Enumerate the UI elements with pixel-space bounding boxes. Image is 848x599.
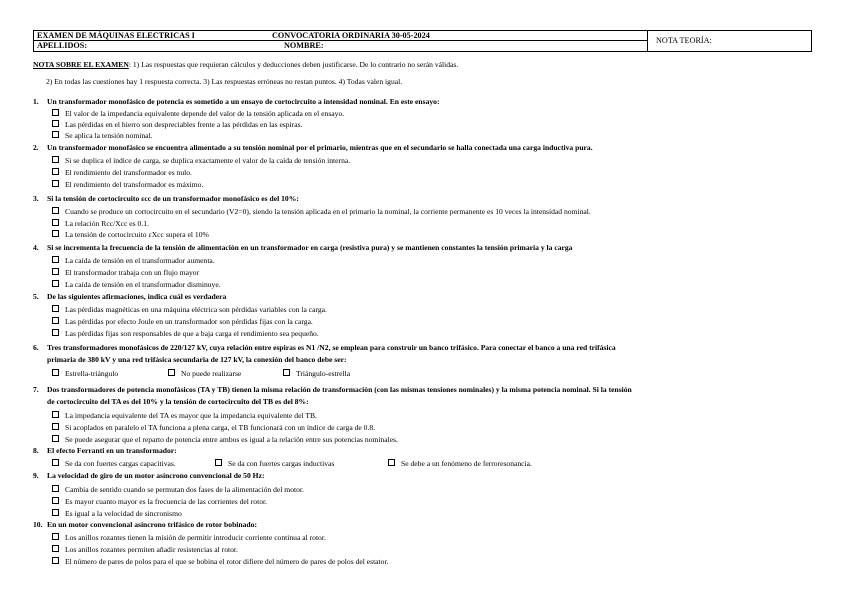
- question-7: [33, 385, 632, 394]
- question-text: Dos transformadores de potencia monofásicos (TA y TB) tienen la misma relación de transformación (con las mismas tensiones nominales) y la misma potencia nominal. Si la tensión: [47, 385, 632, 394]
- option-7b[interactable]: [52, 423, 375, 432]
- option-text: Se da con fuertes cargas inductivas: [228, 459, 335, 468]
- option-9a[interactable]: [52, 485, 304, 494]
- option-text: El rendimiento del transformador es nulo.: [65, 168, 192, 177]
- question-5: [33, 292, 226, 301]
- convocatoria: CONVOCATORIA ORDINARIA 30-05-2024: [272, 31, 430, 40]
- checkbox[interactable]: [52, 109, 59, 116]
- checkbox[interactable]: [52, 533, 59, 540]
- option-text: Estrella-triángulo: [65, 369, 119, 378]
- nombre-label: NOMBRE:: [284, 41, 324, 50]
- checkbox[interactable]: [52, 557, 59, 564]
- option-6a[interactable]: [52, 369, 118, 378]
- checkbox[interactable]: [52, 131, 59, 138]
- exam-note-text-1: : 1) Las respuestas que requieran cálculos y deducciones deben justificarse. De lo contrario no serán válidas.: [128, 60, 459, 69]
- checkbox[interactable]: [52, 120, 59, 127]
- question-3: [33, 194, 299, 203]
- option-text: Es mayor cuanto mayor es la frecuencia de las corrientes del rotor.: [65, 497, 267, 506]
- option-4a[interactable]: [52, 256, 215, 265]
- option-9c[interactable]: [52, 509, 182, 518]
- option-text: Se debe a un fenómeno de ferroresonancia.: [401, 459, 532, 468]
- option-5b[interactable]: [52, 317, 313, 326]
- option-text: La caída de tensión en el transformador aumenta.: [65, 256, 215, 265]
- option-text: La tensión de cortocircuito εXcc supera el 10%: [65, 230, 209, 239]
- option-8a[interactable]: [52, 459, 176, 468]
- question-1: [33, 97, 439, 106]
- question-number: 6.: [33, 343, 39, 352]
- question-number: 1.: [33, 97, 39, 106]
- exam-note-2: 2) En todas las cuestiones hay 1 respuesta correcta. 3) Las respuestas erróneas no restan puntos. 4) Todas valen igual.: [46, 77, 403, 86]
- checkbox[interactable]: [52, 369, 59, 376]
- option-7c[interactable]: [52, 435, 398, 444]
- option-3a[interactable]: [52, 207, 591, 216]
- option-text: Las pérdidas magnéticas en una máquina eléctrica son pérdidas variables con la carga.: [65, 305, 327, 314]
- checkbox[interactable]: [283, 369, 290, 376]
- option-text: La relación Rcc/Xcc es 0.1.: [65, 219, 149, 228]
- option-text: Se da con fuertes cargas capacitivas.: [65, 459, 176, 468]
- question-text: La velocidad de giro de un motor asíncrono convencional de 50 Hz:: [47, 471, 265, 480]
- option-text: No puede realizarse: [181, 369, 242, 378]
- option-5a[interactable]: [52, 305, 327, 314]
- option-text: Las pérdidas en el hierro son despreciables frente a las pérdidas en las espiras.: [65, 120, 303, 129]
- option-text: La caída de tensión en el transformador disminuye.: [65, 280, 221, 289]
- question-number: 4.: [33, 243, 39, 252]
- checkbox[interactable]: [388, 459, 395, 466]
- option-3c[interactable]: [52, 230, 209, 239]
- question-number: 3.: [33, 194, 39, 203]
- option-2c[interactable]: [52, 180, 203, 189]
- question-number: 7.: [33, 385, 39, 394]
- option-9b[interactable]: [52, 497, 267, 506]
- option-6b[interactable]: [168, 369, 241, 378]
- checkbox[interactable]: [52, 230, 59, 237]
- question-text: Un transformador monofásico se encuentra alimentado a su tensión nominal por el primario, mientras que en el secundario se halla conectada una carga inductiva pura.: [47, 143, 593, 152]
- question-10: [33, 520, 257, 529]
- checkbox[interactable]: [52, 305, 59, 312]
- question-text: Si la tensión de cortocircuito εcc de un transformador monofásico es del 10%:: [47, 194, 299, 203]
- option-text: Las pérdidas por efecto Joule en un transformador son pérdidas fijas con la carga.: [65, 317, 313, 326]
- option-text: El transformador trabaja con un flujo mayor: [65, 268, 200, 277]
- option-8c[interactable]: [388, 459, 532, 468]
- option-10c[interactable]: [52, 557, 388, 566]
- checkbox[interactable]: [52, 180, 59, 187]
- checkbox[interactable]: [52, 435, 59, 442]
- checkbox[interactable]: [52, 545, 59, 552]
- option-text: Es igual a la velocidad de sincronismo: [65, 509, 182, 518]
- question-9: [33, 471, 264, 480]
- option-10b[interactable]: [52, 545, 238, 554]
- option-5c[interactable]: [52, 329, 319, 338]
- checkbox[interactable]: [52, 317, 59, 324]
- question-number: 2.: [33, 143, 39, 152]
- option-4b[interactable]: [52, 268, 199, 277]
- option-4c[interactable]: [52, 280, 221, 289]
- apellidos-label: APELLIDOS:: [37, 41, 88, 50]
- option-3b[interactable]: [52, 219, 149, 228]
- question-number: 8.: [33, 446, 39, 455]
- question-text: Un transformador monofásico de potencia es sometido a un ensayo de cortocircuito a intensidad nominal. En este ensayo:: [47, 97, 440, 106]
- option-text: El rendimiento del transformador es máximo.: [65, 180, 204, 189]
- checkbox[interactable]: [52, 485, 59, 492]
- option-text: Cuando se produce un cortocircuito en el secundario (V2=0), siendo la tensión aplicada en el primario la nominal, la corriente permanente es 10 veces la intensidad nominal.: [65, 207, 591, 216]
- option-text: El número de pares de polos para el que se bobina el rotor difiere del número de pares de polos del estator.: [65, 557, 389, 566]
- question-6: [33, 343, 616, 352]
- option-text: Se puede asegurar que el reparto de potencia entre ambos es igual a la relación entre sus potencias nominales.: [65, 435, 398, 444]
- exam-note-label: NOTA SOBRE EL EXAMEN: [33, 60, 129, 69]
- option-2b[interactable]: [52, 168, 192, 177]
- checkbox[interactable]: [52, 423, 59, 430]
- exam-header: [33, 30, 812, 52]
- option-7a[interactable]: [52, 411, 317, 420]
- checkbox[interactable]: [215, 459, 222, 466]
- question-text: El efecto Ferranti en un transformador:: [47, 446, 177, 455]
- option-text: El valor de la impedancia equivalente depende del valor de la tensión aplicada en el ensayo.: [65, 109, 345, 118]
- checkbox[interactable]: [52, 497, 59, 504]
- checkbox[interactable]: [52, 268, 59, 275]
- checkbox[interactable]: [52, 256, 59, 263]
- option-1b[interactable]: [52, 120, 302, 129]
- question-number: 9.: [33, 471, 39, 480]
- option-text: Se aplica la tensión nominal.: [65, 131, 153, 140]
- checkbox[interactable]: [52, 411, 59, 418]
- option-text: La impedancia equivalente del TA es mayor que la impedancia equivalente del TB.: [65, 411, 317, 420]
- nota-teoria-label: NOTA TEORÍA:: [656, 36, 712, 45]
- question-7-cont: de cortocircuito del TA es del 10% y la tensión de cortocircuito del TB es del 8%:: [47, 397, 309, 406]
- option-text: Cambia de sentido cuando se permutan dos fases de la alimentación del motor.: [65, 485, 304, 494]
- option-1c[interactable]: [52, 131, 153, 140]
- question-text: De las siguientes afirmaciones, indica cuál es verdadera: [47, 292, 227, 301]
- checkbox[interactable]: [52, 280, 59, 287]
- option-8b[interactable]: [215, 459, 334, 468]
- checkbox[interactable]: [52, 459, 59, 466]
- option-text: Los anillos rozantes permiten añadir resistencias al rotor.: [65, 545, 238, 554]
- question-text: Tres transformadores monofásicos de 220/127 kV, cuya relación entre espiras es N1 /N2, se emplean para construir un banco trifásico. Para conectar el banco a una red trifásica: [47, 343, 616, 352]
- header-left: [34, 31, 648, 51]
- question-2: [33, 143, 593, 152]
- question-text: Si se incrementa la frecuencia de la tensión de alimentación en un transformador en carga (resistiva pura) y se mantienen constantes la tensión primaria y la carga: [47, 243, 573, 252]
- checkbox[interactable]: [52, 168, 59, 175]
- option-10a[interactable]: [52, 533, 326, 542]
- option-text: Si se duplica el índice de carga, se duplica exactamente el valor de la caída de tensión interna.: [65, 156, 351, 165]
- option-6c[interactable]: [283, 369, 350, 378]
- question-6-cont: primaria de 380 kV y una red trifásica secundaria de 127 kV, la conexión del banco debe ser:: [47, 355, 347, 364]
- option-text: Los anillos rozantes tienen la misión de permitir introducir corriente continua al rotor.: [65, 533, 326, 542]
- question-number: 10.: [33, 520, 43, 529]
- exam-title: EXAMEN DE MÁQUINAS ELECTRICAS I: [37, 31, 195, 40]
- question-4: [33, 243, 572, 252]
- checkbox[interactable]: [52, 329, 59, 336]
- option-text: Si acoplados en paralelo el TA funciona a plena carga, el TB funcionará con un índice de carga de 0.8.: [65, 423, 376, 432]
- question-number: 5.: [33, 292, 39, 301]
- option-1a[interactable]: [52, 109, 344, 118]
- option-text: Triángulo-estrella: [296, 369, 351, 378]
- option-2a[interactable]: [52, 156, 350, 165]
- question-text: En un motor convencional asíncrono trifásico de rotor bobinado:: [47, 520, 257, 529]
- checkbox[interactable]: [52, 219, 59, 226]
- option-text: Las pérdidas fijas son responsables de que a baja carga el rendimiento sea pequeño.: [65, 329, 319, 338]
- checkbox[interactable]: [52, 207, 59, 214]
- checkbox[interactable]: [168, 369, 175, 376]
- exam-note-1: [33, 60, 458, 69]
- checkbox[interactable]: [52, 509, 59, 516]
- question-8: [33, 446, 177, 455]
- checkbox[interactable]: [52, 156, 59, 163]
